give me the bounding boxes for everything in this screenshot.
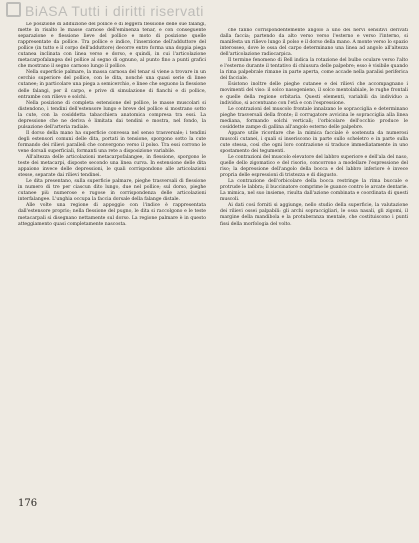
paragraph: Appare utile ricordare che la mimica facciale è sostenuta da numerosi muscoli cutanei, i quali si inseriscono in parte sullo scheletro e in parte sulla cute stessa, così che ogni loro contrazione si traduce immediatamente in uno spostamento dei tegumenti. <box>220 130 408 154</box>
paragraph: Nella posizione di completa estensione del pollice, le masse muscolari si distendono, i tendini dell'estensore lungo e breve del pollice si mostrano sotto la cute, con la cosiddetta tabacchiera anatomica compresa tra essi. La depressione che ne deriva è limitata dai tendini e mostra, nel fondo, la pulsazione dell'arteria radiale. <box>18 100 206 130</box>
paragraph: Esistono inoltre delle pieghe cutanee e dei rilievi che accompagnano i movimenti del viso: il solco nasogenieno, il solco mentolabiale, le rughe frontali e quelle della regione orbitaria. Questi elementi, variabili da individuo a individuo, si accentuano con l'età e con l'espressione. <box>220 82 408 106</box>
page-number: 176 <box>18 498 38 509</box>
paragraph: La contrazione dell'orbicolare della bocca restringe la rima buccale e protrude le labbra; il buccinatore comprime le guance contro le arcate dentarie. La mimica, nel suo insieme, risulta dall'azione combinata e coordinata di questi muscoli. <box>220 179 408 203</box>
paragraph: Le contrazioni del muscolo frontale innalzano le sopracciglia e determinano pieghe trasversali della fronte; il corrugatore avvicina le sopracciglia alla linea mediana, formando solchi verticali; l'orbicolare dell'occhio produce le cosiddette zampe di gallina all'angolo esterno delle palpebre. <box>220 106 408 130</box>
paragraph: Ai dati così forniti si aggiunge, nello studio della superficie, la valutazione dei rilievi ossei palpabili: gli archi sopraccigliari, le ossa nasali, gli zigomi, il margine della mandibola e la protuberanza mentale, che costituiscono i punti fissi della morfologia del volto. <box>220 203 408 227</box>
paragraph: Il dorso della mano ha superficie convessa nel senso trasversale; i tendini degli estensori comuni delle dita, portati in tensione, sporgono sotto la cute formando dei rilievi paralleli che convergono verso il polso. Tra essi corrono le vene dorsali superficiali, formanti una rete a disposizione variabile. <box>18 130 206 154</box>
paragraph: All'altezza delle articolazioni metacarpofalangee, in flessione, sporgono le teste dei metacarpi, disposte secondo una linea curva. In estensione delle dita appaiono invece delle depressioni, le quali corrispondono alle articolazioni stesse, separate dai rilievi tendinei. <box>18 155 206 179</box>
text-columns <box>18 22 408 497</box>
watermark <box>6 2 204 19</box>
paragraph: Il termine fenomeno di Bell indica la rotazione del bulbo oculare verso l'alto e l'esterno durante il tentativo di chiusura delle palpebre; esso è visibile quando la rima palpebrale rimane in parte aperta, come accade nella paralisi periferica del facciale. <box>220 58 408 82</box>
paragraph: Le posizione di adduzione del pollice e di leggera flessione delle sue falangi, mette in risalto le masse carnose dell'eminenza tenar, e con conseguente separazione e flessione lieve del pollice e moto di posizione quelle rappresentate da pollice. Tra pollice e indice, l'inserzione dell'adduttore del pollice (in tutto e il corpo dell'adduttore) decorre entro forma una doppia piega cutanea inclinata con linea verso e dorso, e quindi, in cui l'articolazione metacarpofalangea del pollice al segno di ognuno, al punto fino a punti grafici che mostrano il segno carnoso lungo il pollice. <box>18 22 206 70</box>
paragraph: Le contrazioni del muscolo elevatore del labbro superiore e dell'ala del naso, quelle dello zigomatico e del risorio, concorrono a modellare l'espressione del riso; la depressione dell'angolo della bocca e del labbro inferiore è invece propria delle espressioni di tristezza e di disgusto. <box>220 154 408 179</box>
biasa-logo-icon <box>6 2 21 17</box>
right-column <box>220 28 408 503</box>
watermark-text: BiASA Tutti i diritti riservati <box>25 3 204 19</box>
paragraph: Nella superficie palmare, la massa carnosa del tenar si viene a trovare in un cerchio superiore del pollice, con le dita, nonché una quasi serie di linee cutanee; in particolare una piega a semicerchio, e linee che seguono la flessione delle falangi, per il carpo, e prive di simulazione di fianchi e di pollice, entrambe con rilievo e solchi. <box>18 70 206 100</box>
paragraph: che fanno corrispondentemente angolo a uno dei nervi sensitivi derivati dalla faccia; partendo da alto verso verso l'esterno e verso l'interno, si manifesta un rilievo lungo il polso e il dorso della mano. A monte verso lo spazio interosseo, dove le ossa del carpo determinano una linea ad angolo all'altezza dell'articolazione radiocarpica. <box>220 28 408 58</box>
paragraph: Alle volte una regione di appoggio con l'indice è rappresentata dall'estensore proprio; nella flessione del pugno, le dita si raccolgono e le teste metacarpali si disegnano nettamente sul dorso. La regione palmare è in questo atteggiamento quasi completamente nascosta. <box>18 203 206 227</box>
left-column <box>18 22 206 497</box>
paragraph: Le dita presentano, sulla superficie palmare, pieghe trasversali di flessione in numero di tre per ciascun dito lungo, due nel pollice; sul dorso, pieghe cutanee più numerose e rugose in corrispondenza delle articolazioni interfalangee. L'unghia occupa la faccia dorsale della falange distale. <box>18 179 206 203</box>
